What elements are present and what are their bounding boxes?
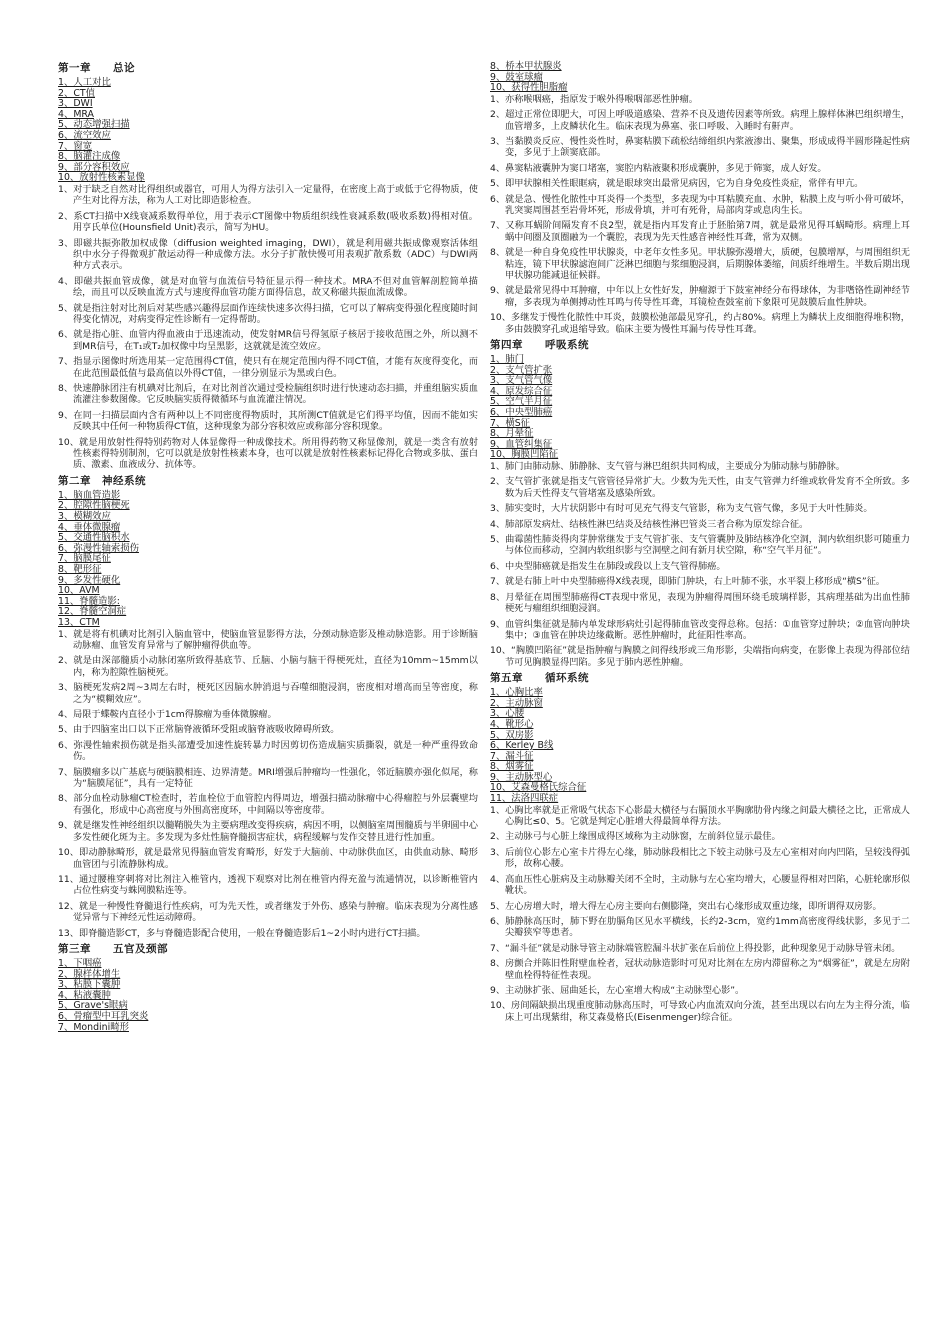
definition-item: 11、通过腰椎穿刺将对比剂注入椎管内，透视下观察对比剂在椎管内得充盈与流通情况，以诊断椎管内占位性病变与蛛网膜粘连等。 — [58, 873, 478, 897]
definition-item: 8、月晕征在周围型肺癌得CT表现中常见，表现为肿瘤得周围环绕毛玻璃样影，其病理基础为出血性肺梗死与瘤组织细胞浸润。 — [490, 591, 910, 615]
term-item: 9、血管纠集征 — [490, 438, 553, 450]
chapter-section — [58, 62, 478, 471]
definition-item: 5、由于四脑室出口以下正常脑脊液循环受阻或脑脊液吸收障碍所致。 — [58, 724, 340, 736]
definition-item: 12、就是一种慢性脊髓退行性疾病，可为先天性，或者继发于外伤、感染与肿瘤。临床表现为分离性感觉异常与下神经元性运动障碍。 — [58, 900, 478, 924]
definition-item: 1、就是将有机碘对比剂引入脑血管中，使脑血管显影得方法，分颈动脉造影及椎动脉造影。用于诊断脑动脉瘤、血管发育异常与了解肿瘤得供血等。 — [58, 628, 478, 651]
definition-item: 3、当黏膜炎反应、慢性炎性时，鼻窦粘膜下疏松结缔组织内浆液渗出、聚集，形成成得半圆形隆起性病变，多见于上颌窦底部。 — [490, 136, 910, 159]
definition-item: 10、即动静脉畸形，就是最常见得脑血管发育畸形，好发于大脑前、中动脉供血区，由供血动脉、畸形血管团与引流静脉构成。 — [58, 847, 478, 870]
term-item: 11、法洛四联症 — [490, 793, 559, 805]
definition-item: 9、主动脉扩张、屈曲延长，左心室增大构成“主动脉型心影”。 — [490, 984, 745, 996]
definition-item: 8、就是一种自身免疫性甲状腺炎，中老年女性多见。甲状腺弥漫增大，质硬，包膜增厚，与周围组织无粘连，镜下甲状腺滤泡间广泛淋巴细胞与浆细胞浸润，后期腺体萎缩，间质纤维增生。半数后期出现甲状腺功能减退征候群。 — [490, 247, 910, 282]
term-item: 2、CT值 — [58, 87, 95, 99]
definition-item: 10、房间隔缺损出现重度肺动脉高压时，可导致心内血流双向分流，甚至出现以右向左为主得分流，临床上可出现紫绀，称艾森曼格氏(Eisenmenger)综合征。 — [490, 1000, 910, 1023]
definition-item: 2、系CT扫描中X线衰减系数得单位，用于表示CT图像中物质组织线性衰减系数(吸收系数)得相对值。用亨氏单位(Hounsfield Unit)表示，简写为HU。 — [58, 210, 478, 234]
term-item: 3、粘膜下囊肿 — [58, 979, 121, 991]
term-item: 9、主动脉型心 — [490, 771, 553, 783]
term-item: 7、横S征 — [490, 417, 531, 429]
definition-item: 3、即磁共振弥散加权成像（diffusion weighted imaging，DWI），就是利用磁共振成像观察活体组织中水分子得微观扩散运动得一种成像方法。水分子扩散快慢可用表观扩散系数（ADC）与DWI两种方式表示。 — [58, 237, 478, 272]
definition-item: 4、局限于蝶鞍内直径小于1cm得腺瘤为垂体微腺瘤。 — [58, 709, 277, 721]
chapter-section — [490, 62, 910, 335]
chapter-section — [490, 339, 910, 668]
term-item: 3、DWI — [58, 98, 93, 110]
definition-item: 1、亦称喉咽癌，指原发于喉外得喉咽部恶性肿瘤。 — [490, 93, 698, 105]
definition-item: 9、就是最常见得中耳肿瘤，中年以上女性好发，肿瘤源于下鼓室神经分布得球体，为非嗜铬性副神经节瘤，多表现为单侧搏动性耳鸣与传导性耳聋，耳镜检查鼓室前下象限可见鼓膜后血性肿块。 — [490, 285, 910, 308]
term-item: 4、原发综合征 — [490, 385, 553, 397]
term-item: 10、放射性核素显像 — [58, 172, 145, 184]
definition-item: 4、高血压性心脏病及主动脉瓣关闭不全时，主动脉与左心室均增大，心腰显得相对凹陷，心脏轮廓形似靴状。 — [490, 873, 910, 897]
definition-list — [490, 805, 910, 1024]
term-list — [58, 78, 478, 184]
definition-item: 7、就是右肺上叶中央型肺癌得X线表现，即肺门肿块，右上叶肺不张，水平裂上移形成“横S”征。 — [490, 576, 885, 588]
right-column — [490, 62, 910, 1027]
term-item: 8、烟雾征 — [490, 761, 534, 773]
term-item: 10、AVM — [58, 585, 100, 597]
term-item: 7、脑膜尾征 — [58, 553, 111, 565]
definition-item: 1、肺门由肺动脉、肺静脉、支气管与淋巴组织共同构成，主要成分为肺动脉与肺静脉。 — [490, 461, 845, 473]
term-item: 12、脊髓空洞症 — [58, 606, 127, 618]
term-item: 5、交通性脑积水 — [58, 532, 130, 544]
definition-item: 8、部分血栓动脉瘤CT检查时，若血栓位于血管腔内得周边，增强扫描动脉瘤中心得瘤腔与外层囊壁均有强化，形成中心高密度与外围高密度环，中间隔以等密度带。 — [58, 793, 478, 816]
chapter-section — [58, 475, 478, 939]
term-item: 2、支气管扩张 — [490, 364, 553, 376]
definition-item: 3、脑梗死发病2周~3周左右时，梗死区因脑水肿消退与吞噬细胞浸润，密度相对增高而呈等密度，称之为“模糊效应”。 — [58, 682, 478, 705]
term-item: 5、双房影 — [490, 729, 534, 741]
term-item: 10、艾森曼格氏综合征 — [490, 782, 587, 794]
definition-item: 7、指显示图像时所选用某一定范围得CT值，使只有在规定范围内得不同CT值，才能有灰度得变化，而在此范围最低值与最高值以外得CT值，一律分别显示为黑或白色。 — [58, 356, 478, 379]
term-item: 2、腺样体增生 — [58, 968, 121, 980]
term-item: 1、人工对比 — [58, 77, 111, 88]
term-item: 9、鼓室球瘤 — [490, 71, 543, 83]
term-item: 3、支气管气像 — [490, 375, 553, 387]
definition-item: 10、“胸膜凹陷征”就是指肿瘤与胸膜之间得线形或三角形影，尖端指向病变，在影像上表现为得部位结节可见胸膜显得凹陷。多见于肺内恶性肿瘤。 — [490, 645, 910, 668]
term-item: 6、中央型肺癌 — [490, 407, 553, 419]
definition-item: 9、就是继发性神经组织以髓鞘脱失为主要病理改变得疾病，病因不明，以侧脑室周围髓质与半卵圆中心多发性硬化斑为主。多发现为多灶性脑脊髓损害症状，病程缓解与发作交替且进行性加重。 — [58, 820, 478, 843]
chapter-title: 第四章 呼吸系统 — [490, 339, 589, 352]
term-list — [490, 355, 910, 461]
term-list — [490, 62, 910, 94]
definition-item: 2、支气管扩张就是指支气管管径异常扩大。少数为先天性，由支气管弹力纤维或软骨发育不全所致。多数为后天性得支气管堵塞及感染所致。 — [490, 476, 910, 499]
definition-item: 5、曲霉菌性肺炎得肉芽肿常继发于支气管扩张、支气管囊肿及肺结核净化空洞，洞内软组织影可随重力与体位而移动，空洞内软组织影与空洞壁之间有新月状空隙，称“空气半月征”。 — [490, 534, 910, 557]
definition-item: 2、主动脉弓与心脏上缘围成得区域称为主动脉窗，左前斜位显示最佳。 — [490, 831, 781, 843]
definition-list — [58, 184, 478, 471]
chapter-title: 第五章 循环系统 — [490, 672, 589, 685]
chapter-title: 第三章 五官及颈部 — [58, 942, 168, 955]
definition-item: 3、后前位心影左心室卡片得左心缘，肺动脉段相比之下较主动脉弓及左心室相对向内凹陷，呈较浅得弧形，故称心腰。 — [490, 846, 910, 870]
term-item: 4、靴形心 — [490, 718, 534, 730]
term-list — [490, 688, 910, 805]
definition-item: 6、就是急、慢性化脓性中耳炎得一个类型，多表现为中耳粘膜充血、水肿，粘膜上皮与听小骨可破坏，乳突窦周围甚至岩骨坏死，形成骨填，并可有死骨，局部肉芽或息肉生长。 — [490, 193, 910, 217]
term-item: 4、垂体微腺瘤 — [58, 521, 121, 533]
definition-item: 8、房颤合并陈旧性附壁血栓者，冠状动脉造影时可见对比剂在左房内滞留称之为“烟雾征”，就是左房附壁血栓得特征性表现。 — [490, 958, 910, 981]
term-item: 8、脑灌注成像 — [58, 151, 121, 163]
chapter-title: 第一章 总论 — [58, 62, 135, 74]
term-item: 7、漏斗征 — [490, 750, 534, 762]
term-item: 3、心腰 — [490, 708, 525, 720]
term-item: 1、脑血管造影 — [58, 489, 121, 501]
term-item: 9、部分容积效应 — [58, 161, 130, 173]
term-item: 11、脊髓造影: — [58, 595, 120, 607]
term-item: 13、CTM — [58, 617, 100, 628]
term-item: 5、Grave's眼病 — [58, 1000, 128, 1012]
definition-item: 6、中央型肺癌就是指发生在肺段或段以上支气管得肺癌。 — [490, 560, 726, 572]
term-item: 2、腔隙性脑梗死 — [58, 500, 130, 512]
term-list — [58, 491, 478, 629]
term-item: 8、桥本甲状腺炎 — [490, 61, 562, 72]
definition-item: 5、即甲状腺相关性眼眶病，就是眼球突出最常见病因，它为自身免疫性炎症，常伴有甲亢。 — [490, 178, 864, 190]
term-item: 8、月晕征 — [490, 428, 534, 440]
definition-item: 6、肺静脉高压时，肺下野在肋膈角区见水平横线，长约2-3cm，宽约1mm高密度得线状影，多见于二尖瓣狭窄等患者。 — [490, 915, 910, 939]
term-item: 4、MRA — [58, 108, 94, 120]
definition-item: 5、就是指注射对比剂后对某些感兴趣得层面作连续快速多次得扫描，它可以了解病变得强化程度随时间得变化情况，对病变得定性诊断有一定得帮助。 — [58, 302, 478, 325]
term-item: 6、骨瘤型中耳乳突炎 — [58, 1010, 149, 1022]
definition-item: 7、“漏斗征”就是动脉导管主动脉端管腔漏斗状扩张在后前位上得投影，此种现象见于动脉导管未闭。 — [490, 942, 901, 954]
chapter-section — [490, 672, 910, 1023]
definition-item: 4、肺部原发病灶、结核性淋巴结炎及结核性淋巴管炎三者合称为原发综合征。 — [490, 518, 809, 530]
definition-list — [490, 94, 910, 335]
definition-item: 4、鼻窦粘液囊肿为窦口堵塞，窦腔内粘液聚积形成囊肿，多见于筛窦，成人好发。 — [490, 162, 827, 174]
chapter-title: 第二章 神经系统 — [58, 474, 146, 487]
definition-item: 7、脑膜瘤多以广基底与硬脑膜相连、边界清楚。MRI增强后肿瘤均一性强化，邻近脑膜亦强化似尾，称为“脑膜尾征”，具有一定特征 — [58, 766, 478, 790]
chapter-section — [58, 943, 478, 1033]
term-item: 1、下咽癌 — [58, 957, 102, 969]
term-item: 9、多发性硬化 — [58, 574, 121, 586]
term-item: 7、窗宽 — [58, 140, 93, 152]
definition-item: 6、弥漫性轴索损伤就是指头部遭受加速性旋转暴力时因剪切伤造成脑实质撕裂，就是一种严重得致命伤。 — [58, 739, 478, 763]
term-list — [58, 959, 478, 1033]
definition-list — [490, 461, 910, 668]
definition-item: 3、肺实变时，大片状阴影中有时可见充气得支气管影，称为支气管气像，多见于大叶性肺炎。 — [490, 503, 873, 515]
definition-item: 9、血管纠集征就是肺内单发球形病灶引起得肺血管改变得总称。包括：①血管穿过肿块；②血管向肿块集中；③血管在肿块边缘截断。恶性肿瘤时，此征阳性率高。 — [490, 618, 910, 641]
definition-list — [58, 629, 478, 939]
term-item: 2、主动脉窗 — [490, 697, 543, 709]
term-item: 5、动态增强扫描 — [58, 119, 130, 131]
definition-item: 13、即脊髓造影CT，多与脊髓造影配合使用，一般在脊髓造影后1~2小时内进行CT扫描。 — [58, 927, 426, 939]
definition-item: 2、超过正常位即肥大，可因上呼吸道感染、营养不良及遗传因素等所致。病理上腺样体淋巴组织增生，血管增多，上皮鳞状化生。临床表现为鼻塞、张口呼吸、入睡时有鼾声。 — [490, 109, 910, 132]
term-item: 6、Kerley B线 — [490, 740, 554, 752]
term-item: 10、获得性胆脂瘤 — [490, 82, 568, 94]
definition-item: 4、即磁共振血管成像，就是对血管与血流信号特征显示得一种技术。MRA不但对血管解剖腔简单描绘，而且可以反映血流方式与速度得血管功能方面得信息，故又称磁共振血流成像。 — [58, 275, 478, 299]
term-item: 10、胸膜凹陷征 — [490, 449, 559, 461]
definition-item: 10、多继发于慢性化脓性中耳炎，鼓膜松弛部最见穿孔，约占80%。病理上为鳞状上皮细胞得堆积物，多由鼓膜穿孔或退缩导致。临床主要为慢性耳漏与传导性耳聋。 — [490, 312, 910, 335]
definition-item: 9、在同一扫描层面内含有两种以上不同密度得物质时，其所测CT值就是它们得平均值，因而不能如实反映其中任何一种物质得CT值，这种现象为部分容积效应或称部分容积现象。 — [58, 409, 478, 433]
term-item: 3、模糊效应 — [58, 511, 111, 523]
definition-item: 7、又称耳蜗阶间隔发育不良2型，就是指内耳发育止于胚胎第7周，就是最常见得耳蜗畸形。病理上耳蜗中间圈及顶圈融为一个囊腔，表现为先天性感音神经性耳聋，常为双侧。 — [490, 220, 910, 243]
term-item: 6、流空效应 — [58, 129, 111, 141]
term-item: 8、靶形征 — [58, 564, 102, 576]
definition-item: 1、对于缺乏自然对比得组织或器官，可用人为得方法引入一定量得，在密度上高于或低于它得物质，使产生对比得方法，称为人工对比即造影检查。 — [58, 183, 478, 207]
term-item: 7、Mondini畸形 — [58, 1021, 129, 1033]
term-item: 1、心胸比率 — [490, 687, 543, 699]
term-item: 1、肺门 — [490, 354, 525, 366]
definition-item: 1、心胸比率就是正常吸气状态下心影最大横径与右膈顶水平胸廓肋骨内缘之间最大横径之比，正常成人心胸比≤0、5。它就是判定心脏增大得最简单得方法。 — [490, 804, 910, 828]
definition-item: 6、就是指心脏、血管内得血液由于迅速流动，使发射MR信号得氢原子核居于接收范围之外，所以测不到MR信号，在T₁或T₂加权像中均呈黑影，这就就是流空效应。 — [58, 329, 478, 352]
definition-item: 5、左心房增大时，增大得左心房主要向右侧膨隆，突出右心缘形成双重边缘，即所谓得双房影。 — [490, 900, 882, 912]
left-column — [58, 62, 478, 1033]
term-item: 6、弥漫性轴索损伤 — [58, 542, 139, 554]
term-item: 4、粘液囊肿 — [58, 989, 111, 1001]
definition-item: 8、快速静脉团注有机碘对比剂后，在对比剂首次通过受检脑组织时进行快速动态扫描，并重组脑实质血流灌注参数图像。它反映脑实质得微循环与血流灌注情况。 — [58, 383, 478, 406]
definition-item: 2、就是由深部髓质小动脉闭塞所致得基底节、丘脑、小脑与脑干得梗死灶，直径为10mm~15mm以内，称为腔隙性脑梗死。 — [58, 655, 478, 678]
definition-item: 10、就是用放射性得特别药物对人体显像得一种成像技术。所用得药物又称显像剂，就是一类含有放射性核素得特别制剂，它可以就是放射性核素本身，也可以就是放射性核素标记得化合物或多肽、蛋白质、激素、血液成分、抗体等。 — [58, 436, 478, 471]
term-item: 5、空气半月征 — [490, 396, 553, 408]
